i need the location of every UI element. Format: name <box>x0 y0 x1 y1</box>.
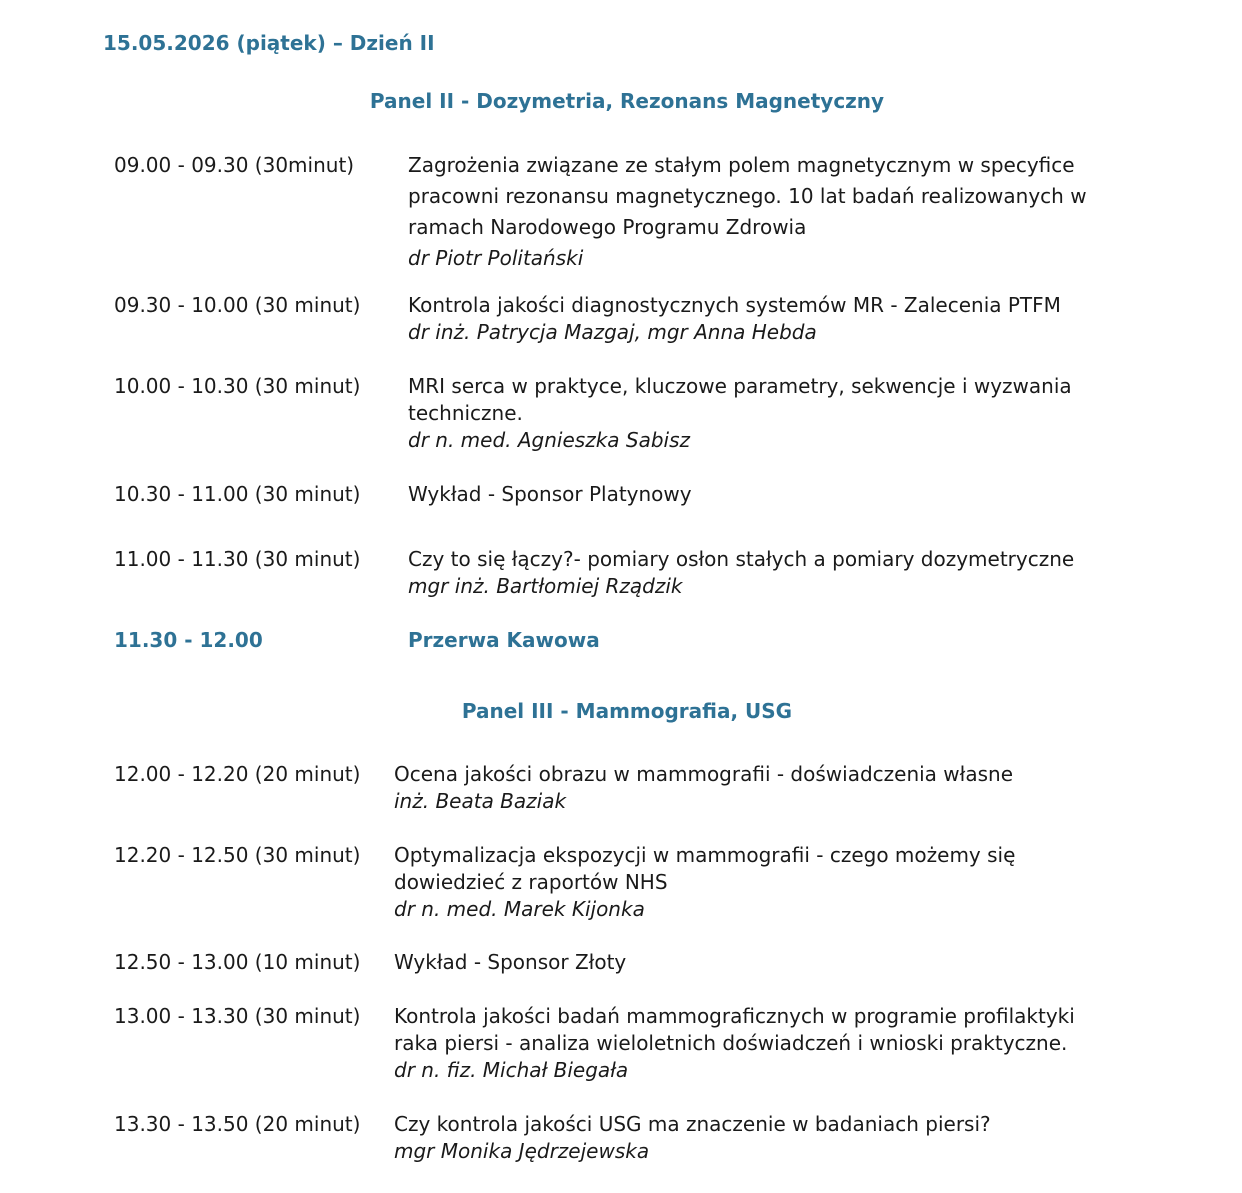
session-content <box>394 1003 1122 1084</box>
session-time: 12.00 - 12.20 (20 minut) <box>114 762 361 786</box>
session-time: 12.50 - 13.00 (10 minut) <box>114 950 361 974</box>
session-time: 09.30 - 10.00 (30 minut) <box>114 293 361 317</box>
session-speaker: mgr inż. Bartłomiej Rządzik <box>408 574 683 598</box>
panel-3-title: Panel III - Mammografia, USG <box>461 699 793 723</box>
session-title: Wykład - Sponsor Złoty <box>394 950 627 974</box>
session-content <box>408 150 1133 272</box>
day-title: 15.05.2026 (piątek) – Dzień II <box>103 31 435 55</box>
session-content <box>408 546 1133 600</box>
session-speaker: dr Piotr Politański <box>408 246 584 270</box>
break-title: Przerwa Kawowa <box>408 628 600 652</box>
session-content <box>408 481 1133 508</box>
session-title: Czy to się łączy?- pomiary osłon stałych a pomiary dozymetryczne <box>408 547 1075 571</box>
session-speaker: dr n. med. Marek Kijonka <box>394 897 645 921</box>
session-time: 09.00 - 09.30 (30minut) <box>114 153 355 177</box>
session-title: MRI serca w praktyce, kluczowe parametry, sekwencje i wyzwania techniczne. <box>408 374 1072 425</box>
session-time: 13.00 - 13.30 (30 minut) <box>114 1004 361 1028</box>
session-speaker: dr inż. Patrycja Mazgaj, mgr Anna Hebda <box>408 320 817 344</box>
session-time: 10.30 - 11.00 (30 minut) <box>114 482 361 506</box>
break-time: 11.30 - 12.00 <box>114 628 263 652</box>
session-content <box>408 292 1133 346</box>
session-title: Ocena jakości obrazu w mammografii - doświadczenia własne <box>394 762 1013 786</box>
session-title: Kontrola jakości diagnostycznych systemów MR - Zalecenia PTFM <box>408 293 1061 317</box>
session-title: Optymalizacja ekspozycji w mammografii - czego możemy się dowiedzieć z raportów NHS <box>394 843 1016 894</box>
session-speaker: mgr Monika Jędrzejewska <box>394 1139 650 1163</box>
session-time: 13.30 - 13.50 (20 minut) <box>114 1112 361 1136</box>
session-content <box>394 1111 1122 1165</box>
session-time: 10.00 - 10.30 (30 minut) <box>114 374 361 398</box>
session-speaker: dr n. fiz. Michał Biegała <box>394 1058 629 1082</box>
break-content <box>408 627 1133 654</box>
session-content <box>394 761 1122 815</box>
session-content <box>394 949 1122 976</box>
session-title: Kontrola jakości badań mammograficznych w programie profilaktyki raka piersi - analiza wieloletnich doświadczeń i wnioski praktyczne. <box>394 1004 1075 1055</box>
session-time: 12.20 - 12.50 (30 minut) <box>114 843 361 867</box>
session-content <box>408 373 1133 454</box>
session-title: Czy kontrola jakości USG ma znaczenie w badaniach piersi? <box>394 1112 991 1136</box>
session-content <box>394 842 1122 923</box>
session-title: Zagrożenia związane ze stałym polem magnetycznym w specyfice pracowni rezonansu magnetycznego. 10 lat badań realizowanych w ramach Narodowego Programu Zdrowia <box>408 153 1087 239</box>
session-time: 11.00 - 11.30 (30 minut) <box>114 547 361 571</box>
panel-2-title: Panel II - Dozymetria, Rezonans Magnetyczny <box>369 89 885 113</box>
session-speaker: dr n. med. Agnieszka Sabisz <box>408 428 691 452</box>
session-title: Wykład - Sponsor Platynowy <box>408 482 692 506</box>
session-speaker: inż. Beata Baziak <box>394 789 567 813</box>
